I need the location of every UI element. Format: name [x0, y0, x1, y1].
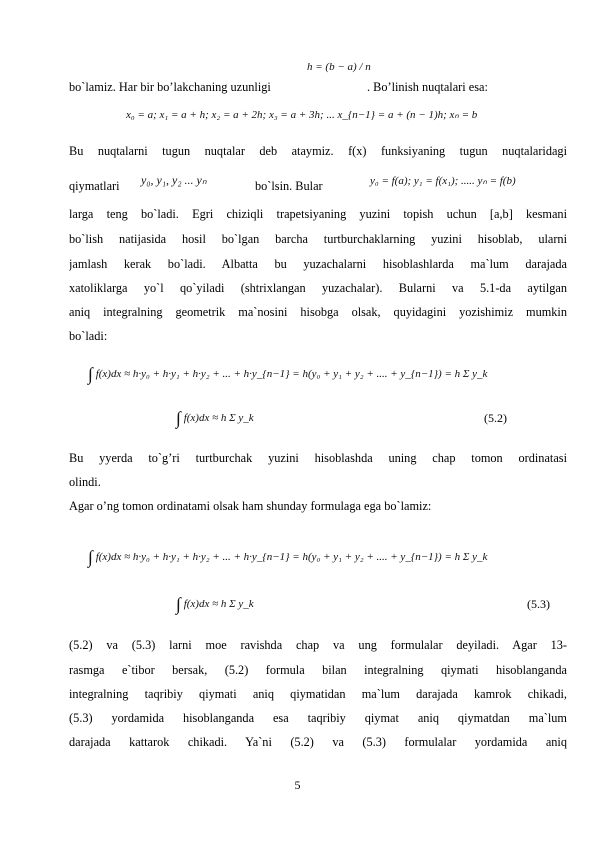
integral-sign: ∫: [176, 594, 181, 614]
equation-number-5-3: (5.3): [527, 597, 550, 611]
formula-right-sum: ∫ f(x)dx ≈ h·y₀ + h·y₁ + h·y₂ + ... + h·y_{n−1} = h(y₀ + y₁ + y₂ + .... + y_{n−1}) = h Σ y_k: [88, 547, 488, 567]
text-run: bo`lamiz. Har bir bo’lakchaning uzunligi: [69, 80, 271, 94]
formula-left-short: ∫ f(x)dx ≈ h Σ y_k: [176, 408, 254, 428]
equation-number-5-2: (5.2): [484, 411, 507, 425]
paragraph-line-10: bo`ladi:: [69, 329, 108, 343]
integral-sign: ∫: [88, 364, 93, 384]
formula-nodes: x₀ = a; x₁ = a + h; x₂ = a + 2h; x₃ = a + 3h; ... x_{n−1} = a + (n − 1)h; xₙ = b: [126, 109, 478, 121]
paragraph-line-7: jamlash kerak bo`ladi. Albatta bu yuzachalarni hisoblashlarda ma`lum darajada: [69, 257, 567, 271]
formula-y-values: y₀ = f(a); y₁ = f(x₁); ..... yₙ = f(b): [370, 175, 516, 187]
page-number: 5: [294, 778, 301, 792]
formula-right-short: ∫ f(x)dx ≈ h Σ y_k: [176, 594, 254, 614]
paragraph-line-15: rasmga e`tibor bersak, (5.2) formula bilan integralning qiymati hisoblanganda: [69, 663, 567, 677]
paragraph-line-14: (5.2) va (5.3) larni moe ravishda chap va ung formulalar deyiladi. Agar 13-: [69, 638, 567, 652]
formula-y-list: y₀, y₁, y₂ ... yₙ: [141, 173, 207, 187]
integral-sign: ∫: [176, 408, 181, 428]
text-run-suffix: . Bo’linish nuqtalari esa:: [366, 80, 488, 94]
paragraph-line-17: (5.3) yordamida hisoblanganda esa taqribiy qiymat aniq qiymatdan ma`lum: [69, 711, 567, 725]
paragraph-line-12: olindi.: [69, 475, 101, 489]
paragraph-line-6: bo`lish natijasida hosil bo`lgan barcha turtburchaklarning yuzini hisoblab, ularni: [69, 232, 567, 246]
paragraph-line-13: Agar o’ng tomon ordinatami olsak ham shunday formulaga ega bo`lamiz:: [69, 499, 432, 513]
text-run: qiymatlari: [69, 179, 120, 193]
paragraph-line-8: xatoliklarga yo`l qo`yiladi (shtrixlangan yuzachalar). Bularni va 5.1-da aytilgan: [69, 281, 567, 295]
paragraph-line-1: [69, 79, 567, 95]
paragraph-line-11: Bu yyerda to`g’ri turtburchak yuzini hisoblashda uning chap tomon ordinatasi: [69, 451, 567, 465]
integral-sign: ∫: [88, 547, 93, 567]
formula-left-sum: ∫ f(x)dx ≈ h·y₀ + h·y₁ + h·y₂ + ... + h·y_{n−1} = h(y₀ + y₁ + y₂ + .... + y_{n−1}) = h Σ y_k: [88, 364, 488, 384]
paragraph-line-16: integralning taqribiy qiymati aniq qiymatidan ma`lum darajada kamrok chikadi,: [69, 687, 567, 701]
paragraph-line-9: aniq integralning geometrik ma`nosini hisobga olsak, quyidagini yozishimiz mumkin: [69, 305, 567, 319]
formula-h-definition: h = (b − a) / n: [307, 61, 371, 73]
paragraph-line-3: Bu nuqtalarni tugun nuqtalar deb ataymiz. f(x) funksiyaning tugun nuqtalaridagi: [69, 144, 567, 158]
paragraph-line-4-mid: bo`lsin. Bular: [255, 179, 323, 193]
paragraph-line-5: larga teng bo`ladi. Egri chiziqli trapetsiyaning yuzini topish uchun [a,b] kesmani: [69, 207, 567, 221]
paragraph-line-18: darajada kattarok chikadi. Ya`ni (5.2) va (5.3) formulalar yordamida aniq: [69, 735, 567, 749]
